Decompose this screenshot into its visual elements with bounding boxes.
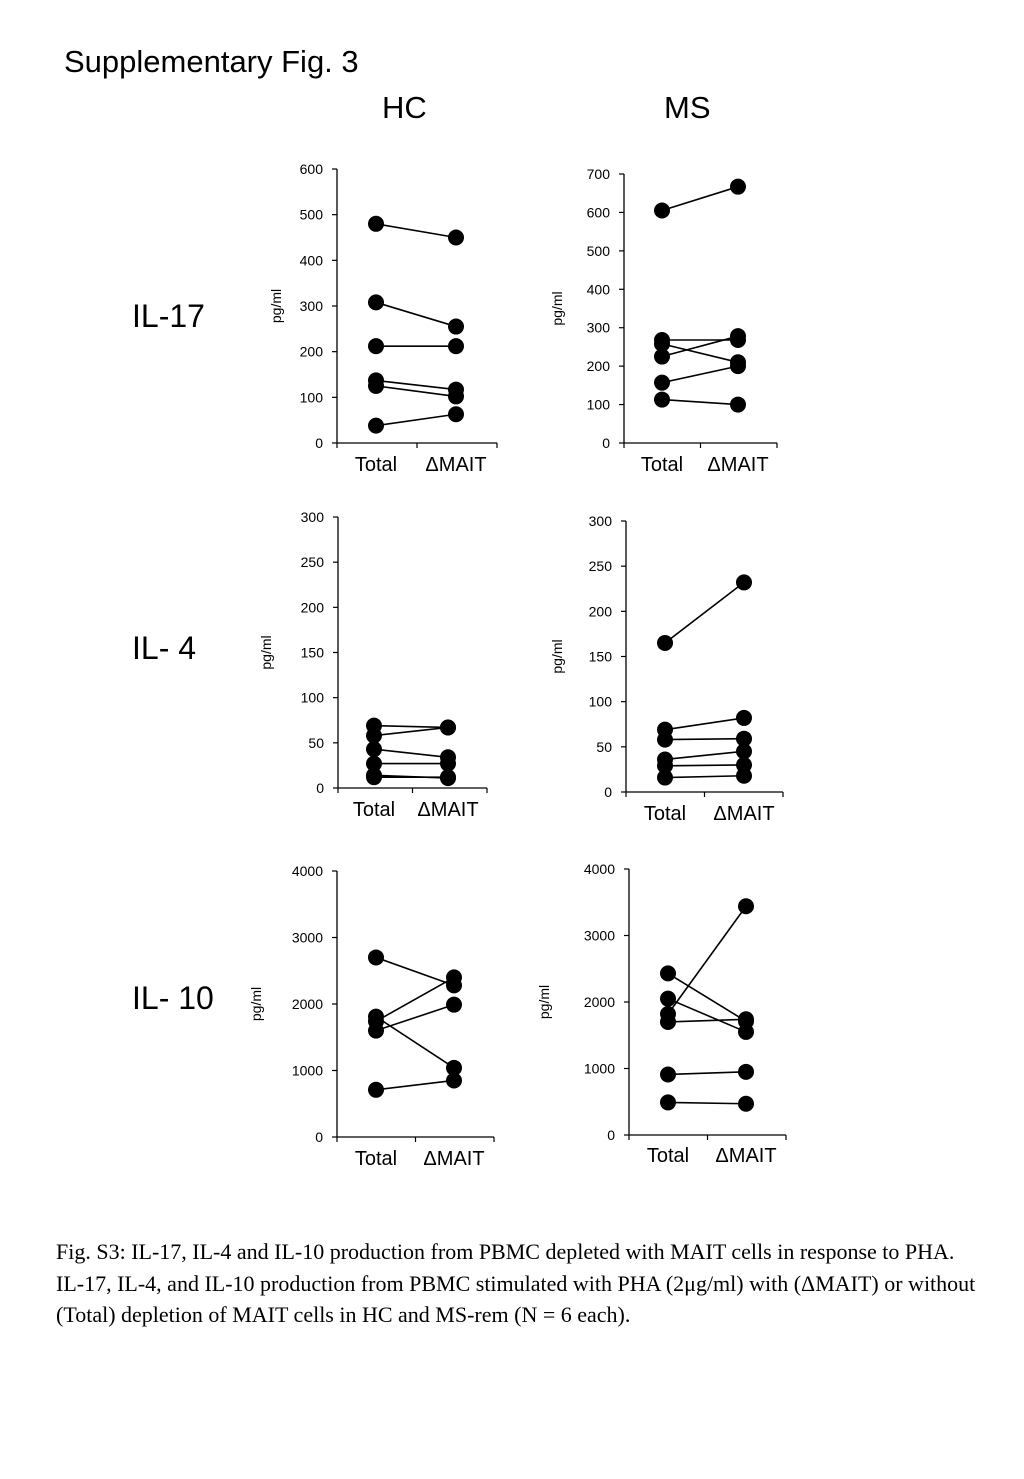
data-point-total <box>654 375 670 391</box>
series-line <box>665 765 744 766</box>
data-point-total <box>366 769 382 785</box>
y-tick-label: 200 <box>588 603 612 620</box>
series-line <box>662 400 738 405</box>
y-tick-label: 250 <box>588 558 612 575</box>
x-tick-label: ΔMAIT <box>425 454 487 476</box>
x-tick-label: Total <box>643 803 687 825</box>
series-line <box>374 727 448 735</box>
data-point-total <box>660 1066 676 1082</box>
series-line <box>668 1072 746 1075</box>
chart-il10-ms <box>536 861 786 1167</box>
y-tick-label: 4000 <box>291 863 323 879</box>
x-tick-label: Total <box>354 454 398 476</box>
data-point-dmait <box>446 969 462 985</box>
x-tick-label: ΔMAIT <box>715 1145 777 1167</box>
y-tick-label: 400 <box>299 252 323 269</box>
x-tick-label: ΔMAIT <box>423 1148 485 1170</box>
y-tick-label: 300 <box>300 509 324 525</box>
y-axis-label: pg/ml <box>536 984 552 1020</box>
x-tick-label: ΔMAIT <box>713 803 775 825</box>
y-tick-label: 1000 <box>583 1060 615 1077</box>
y-axis-label: pg/ml <box>258 635 274 670</box>
column-label-ms: MS <box>664 90 711 125</box>
y-tick-label: 4000 <box>583 861 615 877</box>
series-line <box>662 187 738 211</box>
y-tick-label: 300 <box>299 298 323 314</box>
y-tick-label: 0 <box>316 780 324 796</box>
caption-line-1: Fig. S3: IL-17, IL-4 and IL-10 production from PBMC depleted with MAIT cells in response to PHA. <box>56 1239 955 1264</box>
y-tick-label: 0 <box>604 784 612 800</box>
caption-line-2: IL-17, IL-4, and IL-10 production from PBMC stimulated with PHA (2μg/ml) with (ΔMAIT) or without (Total) depletion of MAIT cells in HC and MS-rem (N = 6 each). <box>56 1270 976 1327</box>
row-label-il4: IL- 4 <box>132 630 197 666</box>
data-point-dmait <box>736 574 752 590</box>
y-tick-label: 2000 <box>583 994 615 1010</box>
y-tick-label: 250 <box>300 554 324 571</box>
data-point-dmait <box>738 1064 754 1080</box>
y-tick-label: 50 <box>308 734 324 751</box>
y-tick-label: 400 <box>586 281 610 298</box>
x-tick-label: Total <box>354 1148 398 1170</box>
series-line <box>374 726 448 728</box>
figure-title: Supplementary Fig. 3 <box>64 44 359 79</box>
y-tick-label: 1000 <box>291 1062 323 1079</box>
data-point-total <box>368 216 384 232</box>
y-tick-label: 150 <box>300 644 324 661</box>
data-point-total <box>368 949 384 965</box>
x-tick-label: Total <box>640 454 684 476</box>
figure-caption <box>56 1236 996 1331</box>
y-tick-label: 50 <box>596 738 612 755</box>
series-line <box>668 1019 746 1022</box>
series-line <box>665 582 744 643</box>
chart-il17-hc <box>268 161 497 476</box>
y-axis-label: pg/ml <box>549 639 565 674</box>
data-point-dmait <box>730 179 746 195</box>
y-tick-label: 500 <box>586 242 610 259</box>
data-point-dmait <box>440 769 456 785</box>
series-line <box>668 1102 746 1103</box>
y-axis-label: pg/ml <box>248 986 264 1022</box>
y-tick-label: 3000 <box>583 927 615 944</box>
column-label-hc: HC <box>382 90 427 125</box>
data-point-total <box>368 1082 384 1098</box>
y-tick-label: 200 <box>586 358 610 375</box>
data-point-dmait <box>448 338 464 354</box>
series-line <box>376 1005 454 1031</box>
y-tick-label: 0 <box>315 435 323 451</box>
y-tick-label: 600 <box>299 161 323 177</box>
y-tick-label: 200 <box>300 599 324 616</box>
series-line <box>374 749 448 757</box>
y-tick-label: 500 <box>299 206 323 223</box>
data-point-total <box>368 1023 384 1039</box>
x-tick-label: Total <box>352 799 396 821</box>
data-point-dmait <box>730 358 746 374</box>
y-tick-label: 700 <box>586 166 610 182</box>
data-point-total <box>660 965 676 981</box>
x-tick-label: Total <box>646 1145 690 1167</box>
y-tick-label: 200 <box>299 343 323 360</box>
data-point-total <box>368 338 384 354</box>
series-line <box>376 1080 454 1089</box>
y-tick-label: 100 <box>588 693 612 710</box>
series-line <box>376 1017 454 1068</box>
series-line <box>376 977 454 1021</box>
data-point-total <box>368 294 384 310</box>
data-point-dmait <box>446 997 462 1013</box>
data-point-total <box>660 991 676 1007</box>
data-point-total <box>660 1014 676 1030</box>
y-tick-label: 100 <box>586 396 610 413</box>
data-point-dmait <box>738 1011 754 1027</box>
y-tick-label: 300 <box>586 319 610 336</box>
y-tick-label: 3000 <box>291 929 323 946</box>
data-point-dmait <box>736 710 752 726</box>
data-point-total <box>654 203 670 219</box>
chart-il4-hc <box>258 509 487 821</box>
data-point-total <box>657 770 673 786</box>
data-point-dmait <box>440 719 456 735</box>
data-point-dmait <box>730 328 746 344</box>
series-line <box>665 718 744 730</box>
data-point-total <box>660 1094 676 1110</box>
data-point-total <box>368 378 384 394</box>
data-point-total <box>657 635 673 651</box>
data-point-dmait <box>736 768 752 784</box>
data-point-dmait <box>448 230 464 246</box>
chart-il10-hc <box>248 863 494 1170</box>
y-axis-label: pg/ml <box>268 288 284 324</box>
y-tick-label: 2000 <box>291 996 323 1012</box>
y-tick-label: 0 <box>315 1129 323 1145</box>
data-point-total <box>654 349 670 365</box>
series-line <box>662 366 738 383</box>
series-line <box>665 739 744 740</box>
data-point-dmait <box>448 406 464 422</box>
data-point-dmait <box>448 319 464 335</box>
series-line <box>376 957 454 985</box>
x-tick-label: ΔMAIT <box>417 799 479 821</box>
data-point-total <box>654 392 670 408</box>
data-point-dmait <box>738 898 754 914</box>
row-label-il10: IL- 10 <box>132 980 214 1016</box>
data-point-total <box>368 418 384 434</box>
series-line <box>376 224 456 238</box>
series-line <box>665 751 744 759</box>
data-point-dmait <box>448 388 464 404</box>
y-axis-label: pg/ml <box>549 291 565 326</box>
y-tick-label: 600 <box>586 204 610 221</box>
y-tick-label: 300 <box>588 513 612 529</box>
data-point-dmait <box>738 1096 754 1112</box>
row-label-il17: IL-17 <box>132 298 205 334</box>
y-tick-label: 0 <box>607 1127 615 1143</box>
data-point-dmait <box>446 1072 462 1088</box>
y-tick-label: 100 <box>299 389 323 406</box>
x-tick-label: ΔMAIT <box>707 454 769 476</box>
series-line <box>376 414 456 425</box>
chart-il4-ms <box>549 513 783 825</box>
series-line <box>376 302 456 326</box>
series-line <box>665 776 744 778</box>
chart-il17-ms <box>549 166 777 476</box>
y-tick-label: 150 <box>588 648 612 665</box>
data-point-total <box>366 741 382 757</box>
y-tick-label: 0 <box>602 435 610 451</box>
data-point-total <box>657 732 673 748</box>
y-tick-label: 100 <box>300 689 324 706</box>
data-point-dmait <box>730 397 746 413</box>
series-line <box>668 999 746 1032</box>
